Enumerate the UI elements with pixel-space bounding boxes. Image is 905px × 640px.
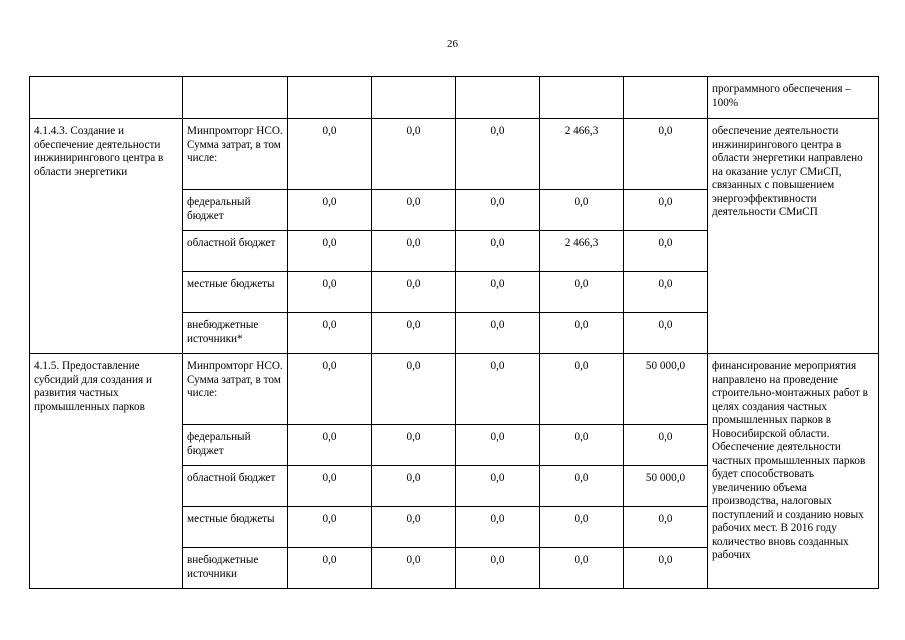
empty-cell: [372, 77, 456, 119]
value-cell: 0,0: [372, 507, 456, 548]
value-cell: 0,0: [540, 548, 624, 589]
value-cell: 0,0: [456, 507, 540, 548]
value-cell: 0,0: [288, 548, 372, 589]
value-cell: 0,0: [288, 425, 372, 466]
value-cell: 0,0: [456, 272, 540, 313]
value-cell: 0,0: [372, 231, 456, 272]
funding-source-label: областной бюджет: [183, 466, 288, 507]
empty-cell: [183, 77, 288, 119]
page-number: 26: [447, 38, 458, 50]
value-cell: 0,0: [288, 272, 372, 313]
value-cell: 0,0: [288, 119, 372, 190]
activity-title: 4.1.4.3. Создание и обеспечение деятельности инжинирингового центра в области энергетики: [30, 119, 183, 354]
value-cell: 0,0: [624, 425, 708, 466]
value-cell: 0,0: [624, 231, 708, 272]
value-cell: 0,0: [372, 190, 456, 231]
value-cell: 0,0: [456, 119, 540, 190]
value-cell: 0,0: [540, 190, 624, 231]
result-note: обеспечение деятельности инжинирингового центра в области энергетики направлено на оказание услуг СМиСП, связанных с повышением энергоэффективности деятельности СМиСП: [708, 119, 879, 354]
continuation-row: [30, 77, 879, 119]
value-cell: 0,0: [624, 272, 708, 313]
funding-source-label: местные бюджеты: [183, 272, 288, 313]
value-cell: 0,0: [540, 466, 624, 507]
value-cell: 0,0: [288, 313, 372, 354]
value-cell: 0,0: [456, 313, 540, 354]
value-cell: 0,0: [372, 466, 456, 507]
value-cell: 2 466,3: [540, 119, 624, 190]
value-cell: 0,0: [540, 507, 624, 548]
value-cell: 0,0: [624, 313, 708, 354]
result-note: финансирование мероприятия направлено на проведение строительно-монтажных работ в целях создания частных промышленных парков в Новосибирской области. Обеспечение деятельности частных промышленных парков будет способствовать увеличению объема производства, налоговых поступлений и созданию новых рабочих мест. В 2016 году количество вновь созданных рабочих: [708, 354, 879, 589]
value-cell: 0,0: [624, 548, 708, 589]
value-cell: 0,0: [288, 354, 372, 425]
value-cell: 0,0: [372, 548, 456, 589]
empty-cell: [624, 77, 708, 119]
funding-source-label: внебюджетные источники*: [183, 313, 288, 354]
funding-source-label: Минпромторг НСО. Сумма затрат, в том числе:: [183, 119, 288, 190]
value-cell: 0,0: [540, 313, 624, 354]
value-cell: 0,0: [624, 190, 708, 231]
empty-cell: [288, 77, 372, 119]
value-cell: 0,0: [372, 425, 456, 466]
empty-cell: [540, 77, 624, 119]
program-table: [29, 76, 879, 589]
value-cell: 0,0: [624, 507, 708, 548]
funding-source-label: местные бюджеты: [183, 507, 288, 548]
table-row: [30, 119, 879, 190]
value-cell: 0,0: [540, 354, 624, 425]
value-cell: 0,0: [372, 313, 456, 354]
funding-source-label: Минпромторг НСО. Сумма затрат, в том числе:: [183, 354, 288, 425]
activity-title: 4.1.5. Предоставление субсидий для создания и развития частных промышленных парков: [30, 354, 183, 589]
value-cell: 0,0: [456, 466, 540, 507]
value-cell: 0,0: [288, 231, 372, 272]
value-cell: 0,0: [456, 548, 540, 589]
result-note: программного обеспечения – 100%: [708, 77, 879, 119]
value-cell: 0,0: [288, 507, 372, 548]
funding-source-label: областной бюджет: [183, 231, 288, 272]
value-cell: 0,0: [456, 425, 540, 466]
value-cell: 50 000,0: [624, 354, 708, 425]
value-cell: 0,0: [540, 272, 624, 313]
value-cell: 0,0: [456, 354, 540, 425]
value-cell: 0,0: [372, 119, 456, 190]
value-cell: 0,0: [288, 466, 372, 507]
empty-cell: [30, 77, 183, 119]
table-row: [30, 354, 879, 425]
value-cell: 0,0: [624, 119, 708, 190]
value-cell: 0,0: [372, 354, 456, 425]
value-cell: 0,0: [288, 190, 372, 231]
funding-source-label: федеральный бюджет: [183, 425, 288, 466]
value-cell: 0,0: [456, 231, 540, 272]
value-cell: 2 466,3: [540, 231, 624, 272]
funding-source-label: внебюджетные источники: [183, 548, 288, 589]
value-cell: 50 000,0: [624, 466, 708, 507]
value-cell: 0,0: [372, 272, 456, 313]
value-cell: 0,0: [456, 190, 540, 231]
empty-cell: [456, 77, 540, 119]
funding-source-label: федеральный бюджет: [183, 190, 288, 231]
value-cell: 0,0: [540, 425, 624, 466]
